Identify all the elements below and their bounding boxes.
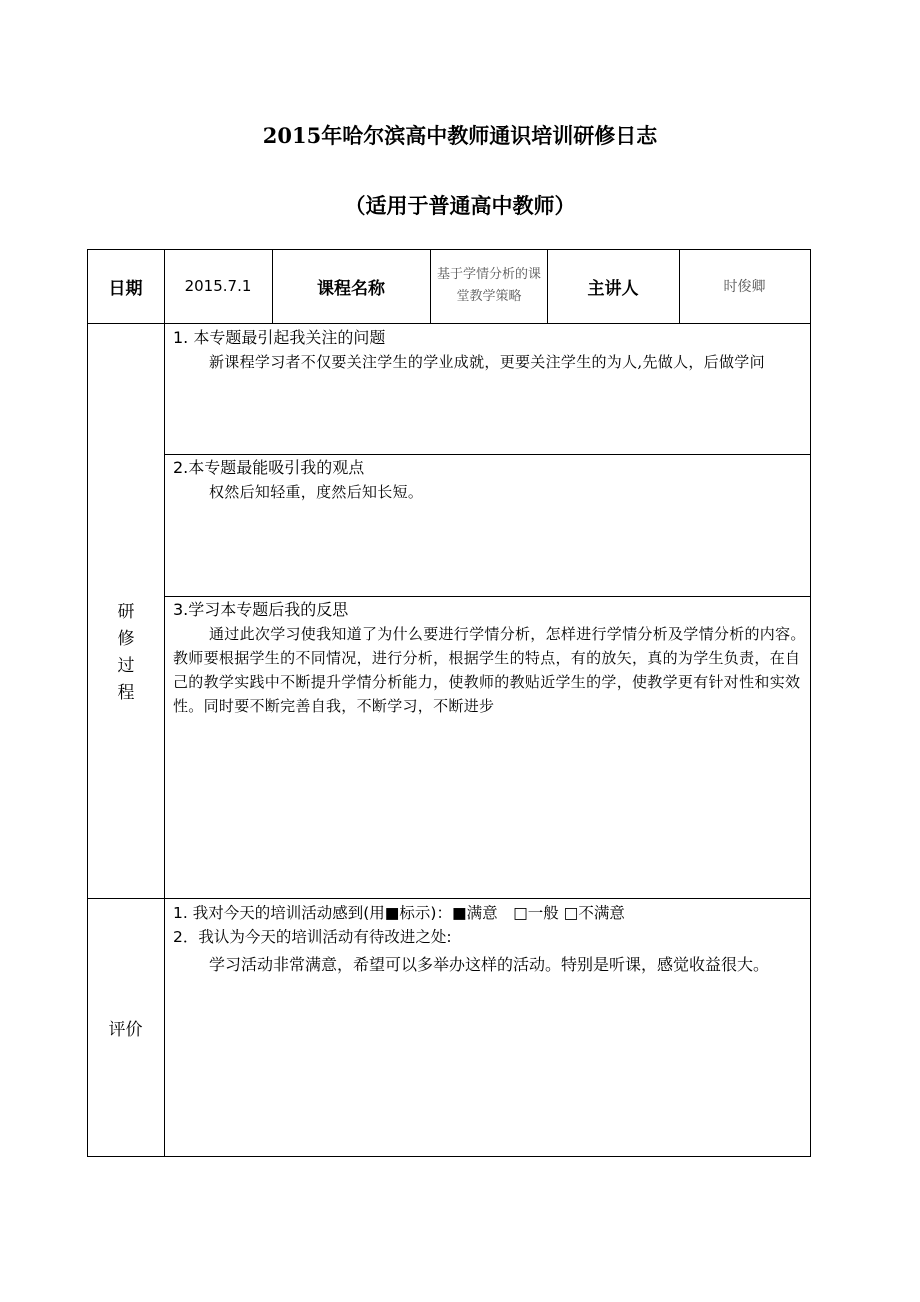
section-concern xyxy=(173,326,813,374)
course-value: 基于学情分析的课堂教学策略 xyxy=(437,267,542,304)
process-label-char: 过 xyxy=(117,656,135,676)
process-label-char: 修 xyxy=(117,629,135,649)
section-heading: 3.学习本专题后我的反思 xyxy=(173,600,349,619)
section-heading: 1. 本专题最引起我关注的问题 xyxy=(173,328,386,347)
date-value: 2015.7.1 xyxy=(184,277,252,295)
date-label: 日期 xyxy=(108,278,143,299)
section-body: 通过此次学习使我知道了为什么要进行学情分析，怎样进行学情分析及学情分析的内容。教师要根据学生的不同情况，进行分析，根据学生的特点，有的放矢，真的为学生负责，在自己的教学实践中不断提升学情分析能力，使教师的教贴近学生的学，使教学更有针对性和实效性。同时要不断完善自我，不断学习，不断进步 xyxy=(173,625,806,715)
satisfaction-line: 1. 我对今天的培训活动感到(用■标示)：■满意 □一般 □不满意 xyxy=(173,904,625,922)
improvement-heading: 2．我认为今天的培训活动有待改进之处: xyxy=(173,928,452,946)
course-label: 课程名称 xyxy=(317,278,385,299)
process-label-char: 程 xyxy=(117,683,135,703)
lecturer-value: 时俊卿 xyxy=(723,279,766,295)
process-label xyxy=(111,599,141,707)
evaluation-label: 评价 xyxy=(108,1019,143,1040)
process-label-char: 研 xyxy=(117,602,135,622)
section-viewpoint xyxy=(173,456,813,504)
section-reflection xyxy=(173,598,813,718)
evaluation-content xyxy=(173,901,813,979)
section-heading: 2.本专题最能吸引我的观点 xyxy=(173,458,365,477)
page-title: 2015年哈尔滨高中教师通识培训研修日志 xyxy=(262,123,658,148)
page-subtitle: （适用于普通高中教师） xyxy=(344,193,576,218)
improvement-body: 学习活动非常满意，希望可以多举办这样的活动。特别是听课，感觉收益很大。 xyxy=(209,955,770,974)
section-body: 权然后知轻重，度然后知长短。 xyxy=(209,483,424,501)
lecturer-label: 主讲人 xyxy=(587,278,639,299)
section-body: 新课程学习者不仅要关注学生的学业成就，更要关注学生的为人,先做人，后做学问 xyxy=(209,353,765,371)
